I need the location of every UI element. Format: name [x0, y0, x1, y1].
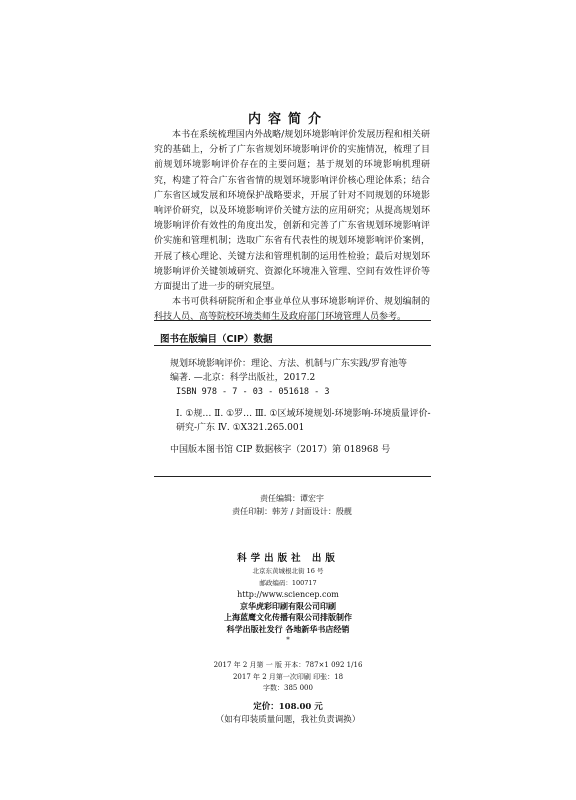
distribution-line: 科学出版社发行 各地新华书店经销 [226, 623, 350, 634]
edition-info [0, 660, 576, 695]
summary-paragraph: 本书可供科研院所和企事业单位从事环境影响评价、规划编制的科技人员、高等院校环境类师生及政府部门环境管理人员参考。 [154, 297, 430, 323]
cip-top-rule [154, 320, 431, 321]
cip-title-line: 规划环境影响评价：理论、方法、机制与广东实践/罗育池等 [170, 359, 408, 369]
credits [0, 492, 576, 518]
summary-title: 内容简介 [247, 112, 328, 127]
publisher-address: 北京东黄城根北街 16 号 [252, 567, 324, 575]
cip-isbn-line: ISBN 978 - 7 - 03 - 051618 - 3 [176, 387, 330, 397]
cip-bottom-rule [154, 476, 431, 477]
cip-record-line: 中国版本图书馆 CIP 数据核字（2017）第 018968 号 [170, 445, 391, 455]
publisher-name: 科学出版社 出版 [237, 553, 339, 564]
word-count: 字数：385 000 [263, 684, 313, 692]
cip-subject-line: Ⅰ. ①规… Ⅱ. ①罗… Ⅲ. ①区域环境规划-环境影响-环境质量评价-研究-广东 Ⅳ. ①X321.265.001 [176, 409, 431, 433]
printing-line: 2017 年 2 月第一次印刷 印张：18 [232, 672, 344, 681]
typesetting-company: 上海蓝鹰文化传播有限公司排版制作 [224, 612, 352, 622]
publisher-postcode: 邮政编码：100717 [259, 578, 317, 587]
responsible-printing: 责任印制：韩芳 / 封面设计：殷靓 [232, 507, 352, 516]
responsible-editor: 责任编辑：谭宏宇 [260, 494, 324, 503]
publisher-website: http://www.sciencep.com [237, 590, 339, 599]
price-block [0, 701, 576, 727]
cip-heading-rule [154, 345, 431, 346]
price: 定价：108.00 元 [253, 702, 323, 712]
publisher-block [0, 552, 576, 645]
quality-note: （如有印装质量问题，我社负责调换） [215, 715, 361, 725]
cip-block [170, 357, 432, 457]
cip-author-line: 编著. —北京：科学出版社，2017.2 [170, 373, 316, 383]
cip-heading: 图书在版编目（CIP）数据 [160, 334, 273, 345]
edition-line: 2017 年 2 月第 一 版 开本：787×1 092 1/16 [213, 661, 363, 669]
separator-star: * [286, 636, 290, 644]
summary-paragraph: 本书在系统梳理国内外战略/规划环境影响评价发展历程和相关研究的基础上，分析了广东省规划环境影响评价的实施情况，梳理了目前规划环境影响评价存在的主要问题；基于规划的环境影响机理研究，构建了符合广东省省情的规划环境影响评价核心理论体系；结合广东省区域发展和环境保护战略要求，开展了针对不同规划的环境影响评价研究，以及环境影响评价关键方法的应用研究；从提高规划环境影响评价有效性的角度出发，创新和完善了广东省规划环境影响评价实施和管理机制；选取广东省有代表性的规划环境影响评价案例，开展了核心理论、关键方法和管理机制的运用性检验；最后对规划环境影响评价关键领域研究、资源化环境准入管理、空间有效性评价等方面提出了进一步的研究展望。 [154, 130, 430, 293]
printing-company: 京华虎彩印刷有限公司印刷 [240, 600, 336, 611]
summary-body [154, 128, 430, 326]
